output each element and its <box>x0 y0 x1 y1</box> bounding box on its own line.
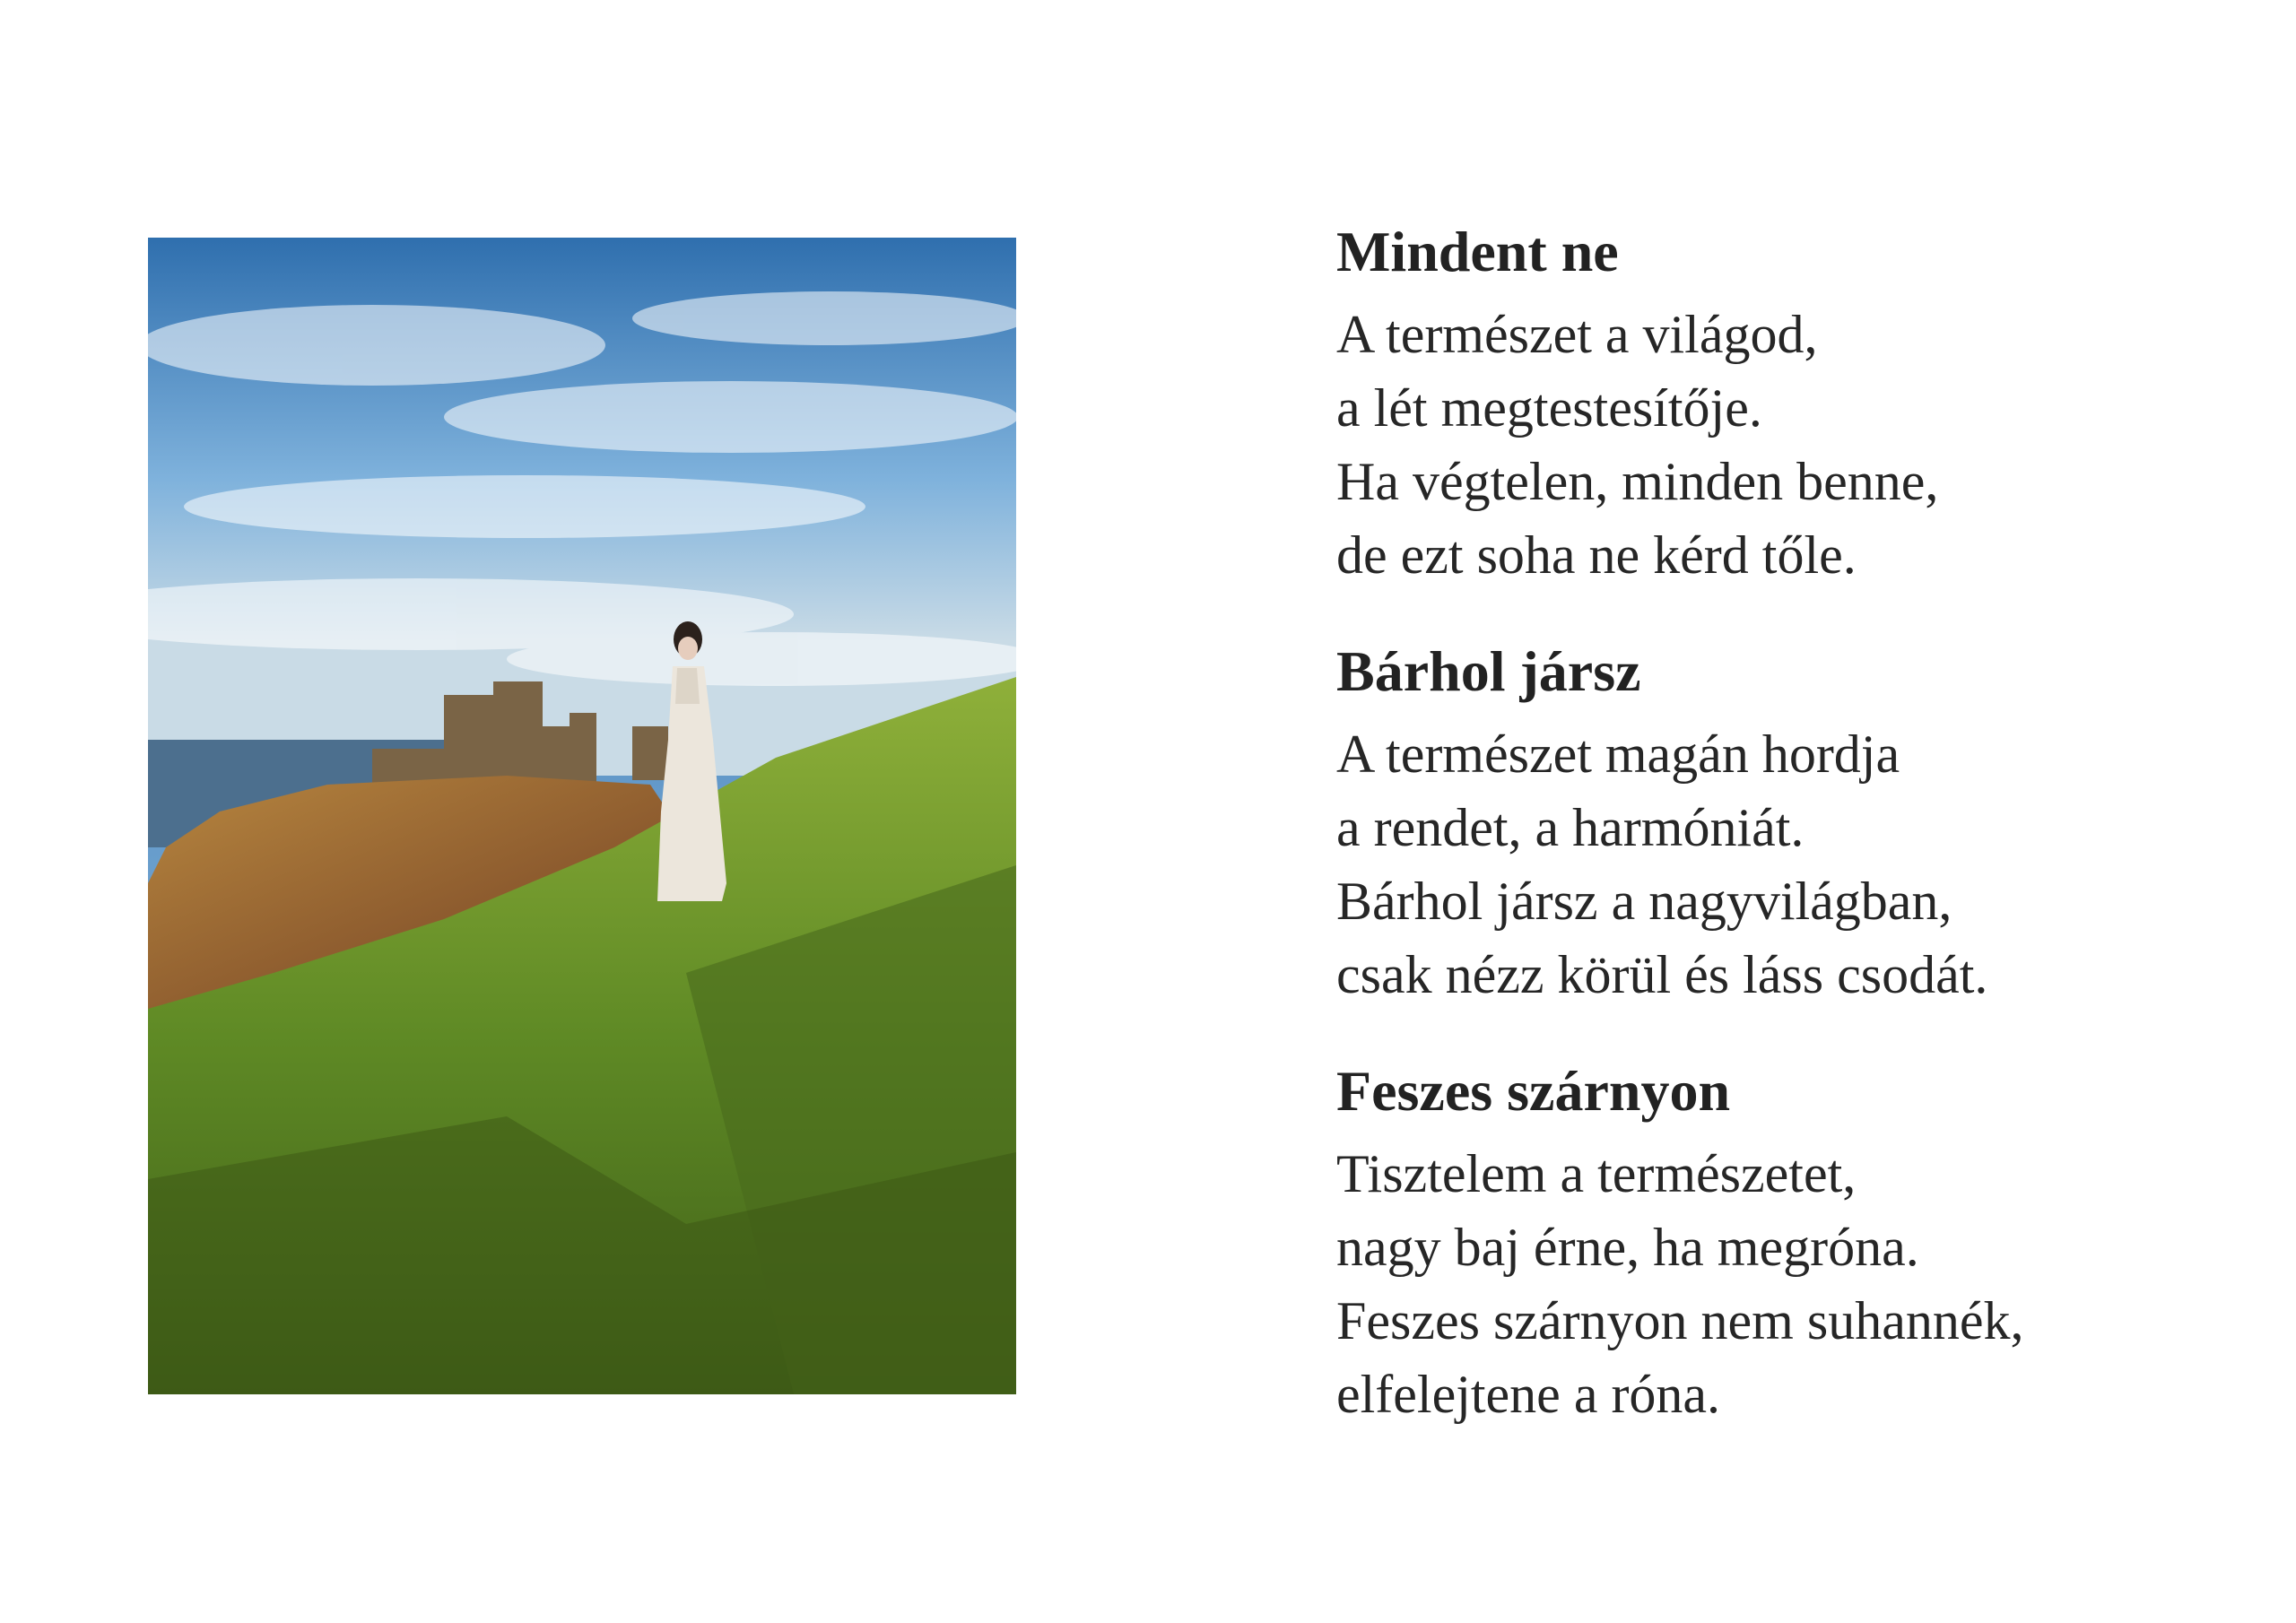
poem-line: A természet magán hordja <box>1336 725 1900 784</box>
poem-feszes-szarnyon <box>1336 1053 2269 1431</box>
poem-barhol-jarsz <box>1336 633 2269 1011</box>
poem-line: Feszes szárnyon nem suhannék, <box>1336 1291 2024 1350</box>
poem-title: Mindent ne <box>1336 220 1619 283</box>
poem-line: Bárhol jársz a nagyvilágban, <box>1336 872 1952 931</box>
poem-line: elfelejtene a róna. <box>1336 1365 1721 1424</box>
landscape-illustration <box>148 238 1016 1394</box>
poem-line: a lét megtestesítője. <box>1336 378 1762 438</box>
poem-line: Ha végtelen, minden benne, <box>1336 452 1939 511</box>
poem-line: csak nézz körül és láss csodát. <box>1336 945 1988 1004</box>
poem-line: nagy baj érne, ha megróna. <box>1336 1218 1919 1277</box>
poem-title: Feszes szárnyon <box>1336 1059 1731 1123</box>
poem-line: A természet a világod, <box>1336 305 1818 364</box>
landscape-photo <box>148 238 1016 1394</box>
poem-line: de ezt soha ne kérd tőle. <box>1336 525 1857 585</box>
poem-title: Bárhol jársz <box>1336 639 1641 703</box>
poem-line: Tisztelem a természetet, <box>1336 1144 1857 1203</box>
poem-line: a rendet, a harmóniát. <box>1336 798 1805 857</box>
poem-mindent-ne <box>1336 213 2269 592</box>
poems-column <box>1336 213 2269 1472</box>
